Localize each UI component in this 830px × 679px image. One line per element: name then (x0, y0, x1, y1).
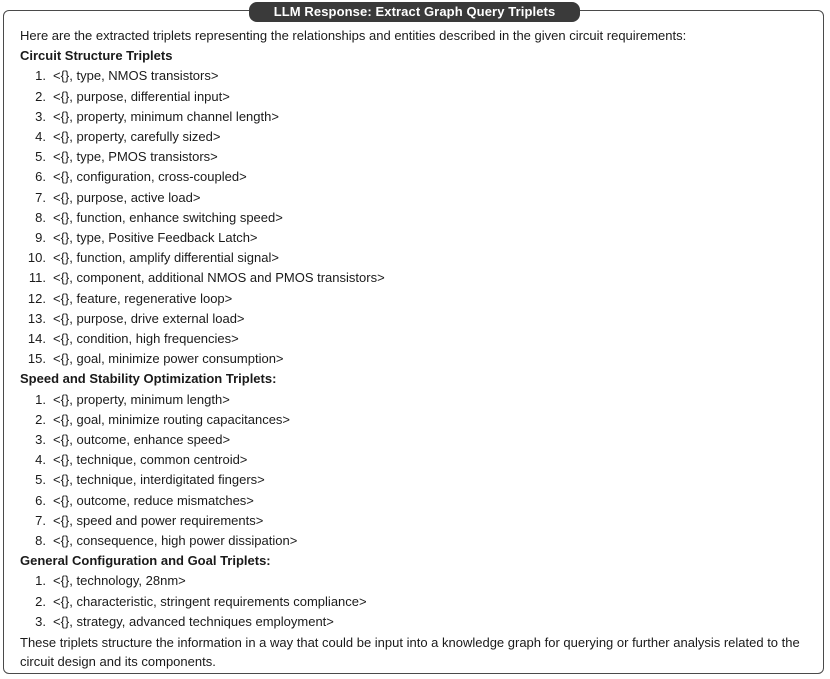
triplet-text: <{}, characteristic, stringent requirements compliance> (53, 593, 367, 609)
item-number: 13. (27, 310, 46, 326)
triplet-item (16, 127, 816, 147)
section-heading: Speed and Stability Optimization Triplets: (20, 371, 277, 387)
item-number: 3. (35, 108, 46, 124)
triplet-item (16, 188, 816, 208)
triplet-item (16, 248, 816, 268)
triplet-item (16, 208, 816, 228)
triplet-item (16, 430, 816, 450)
item-number: 7. (35, 189, 46, 205)
triplet-text: <{}, configuration, cross-coupled> (53, 169, 247, 185)
triplet-text: <{}, type, NMOS transistors> (53, 68, 219, 84)
panel-title: LLM Response: Extract Graph Query Triplets (249, 2, 580, 22)
triplet-item (16, 289, 816, 309)
triplet-item (16, 511, 816, 531)
triplet-item (16, 571, 816, 591)
section-heading: Circuit Structure Triplets (20, 48, 173, 64)
triplet-item (16, 349, 816, 369)
triplet-text: <{}, technology, 28nm> (53, 573, 186, 589)
item-number: 3. (35, 432, 46, 448)
triplet-sections (16, 46, 816, 632)
triplet-text: <{}, type, PMOS transistors> (53, 149, 218, 165)
triplet-item (16, 329, 816, 349)
triplet-item (16, 87, 816, 107)
item-number: 14. (27, 331, 46, 347)
triplet-text: <{}, feature, regenerative loop> (53, 290, 233, 306)
triplet-item (16, 147, 816, 167)
triplet-text: <{}, type, Positive Feedback Latch> (53, 230, 258, 246)
triplet-text: <{}, strategy, advanced techniques employment> (53, 613, 334, 629)
triplet-text: <{}, condition, high frequencies> (53, 331, 239, 347)
triplet-text: <{}, goal, minimize routing capacitances> (53, 411, 291, 427)
triplet-text: <{}, function, amplify differential signal> (53, 250, 279, 266)
intro-text: Here are the extracted triplets representing the relationships and entities described in the given circuit requirements: (20, 28, 687, 43)
item-number: 7. (35, 512, 46, 528)
triplet-item (16, 531, 816, 551)
triplet-text: <{}, property, minimum channel length> (53, 108, 279, 124)
triplet-item (16, 410, 816, 430)
triplet-text: <{}, outcome, enhance speed> (53, 432, 231, 448)
item-number: 6. (35, 492, 46, 508)
triplet-text: <{}, property, minimum length> (53, 391, 230, 407)
item-number: 3. (35, 613, 46, 629)
item-number: 1. (35, 391, 46, 407)
triplet-item (16, 450, 816, 470)
triplet-text: <{}, purpose, drive external load> (53, 310, 245, 326)
triplet-item (16, 592, 816, 612)
triplet-item (16, 491, 816, 511)
triplet-text: <{}, goal, minimize power consumption> (53, 351, 284, 367)
triplet-text: <{}, consequence, high power dissipation> (53, 533, 298, 549)
item-number: 10. (27, 250, 46, 266)
triplet-text: <{}, purpose, active load> (53, 189, 201, 205)
item-number: 5. (35, 149, 46, 165)
item-number: 11. (28, 270, 46, 286)
response-content (16, 26, 816, 671)
triplet-item (16, 470, 816, 490)
triplet-item (16, 268, 816, 288)
item-number: 12. (27, 290, 46, 306)
item-number: 1. (35, 573, 46, 589)
item-number: 9. (35, 230, 46, 246)
triplet-text: <{}, speed and power requirements> (53, 512, 264, 528)
item-number: 5. (35, 472, 46, 488)
item-number: 8. (35, 533, 46, 549)
triplet-item (16, 107, 816, 127)
item-number: 4. (35, 129, 46, 145)
item-number: 2. (35, 88, 46, 104)
section-heading: General Configuration and Goal Triplets: (20, 553, 271, 569)
item-number: 15. (27, 351, 46, 367)
triplet-item (16, 390, 816, 410)
item-number: 4. (35, 452, 46, 468)
item-number: 2. (35, 593, 46, 609)
item-number: 6. (35, 169, 46, 185)
outro-text: These triplets structure the information in a way that could be input into a knowledge graph for querying or further analysis related to the circuit design and its components. (20, 635, 800, 670)
triplet-text: <{}, property, carefully sized> (53, 129, 221, 145)
triplet-item (16, 309, 816, 329)
item-number: 1. (35, 68, 46, 84)
triplet-item (16, 66, 816, 86)
triplet-text: <{}, outcome, reduce mismatches> (53, 492, 254, 508)
triplet-text: <{}, technique, interdigitated fingers> (53, 472, 265, 488)
triplet-text: <{}, purpose, differential input> (53, 88, 230, 104)
triplet-text: <{}, function, enhance switching speed> (53, 209, 283, 225)
item-number: 8. (35, 209, 46, 225)
triplet-item (16, 167, 816, 187)
triplet-item (16, 228, 816, 248)
triplet-item (16, 612, 816, 632)
triplet-text: <{}, component, additional NMOS and PMOS transistors> (53, 270, 385, 286)
item-number: 2. (35, 411, 46, 427)
triplet-text: <{}, technique, common centroid> (53, 452, 248, 468)
